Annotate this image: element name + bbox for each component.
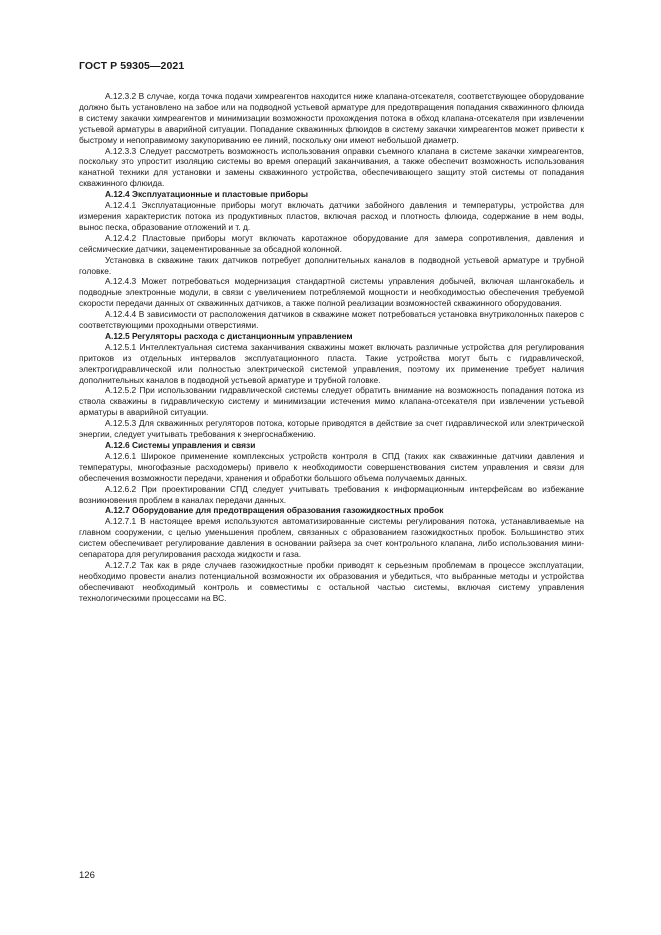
paragraph-a-12-6-2: А.12.6.2 При проектировании СПД следует учитывать требования к информационным интерфейсам во избежание возникновения проблем в каналах передачи данных. (79, 483, 584, 505)
section-heading-a-12-5: А.12.5 Регуляторы расхода с дистанционным управлением (105, 330, 353, 341)
paragraph-a-12-5-1: А.12.5.1 Интеллектуальная система заканчивания скважины может включать различные устройства для регулирования притоков из отдельных интервалов эксплуатационного пласта. Такие устройства могут быть с гидравлической, электрогидравлической или полностью электрической системой управления, поэтому их применение требует наличия дополнительных каналов в подводной устьевой арматуре и трубной головке. (79, 341, 584, 385)
section-heading-a-12-4: А.12.4 Эксплуатационные и пластовые приборы (105, 189, 309, 200)
paragraph-a-12-4-1: А.12.4.1 Эксплуатационные приборы могут включать датчики забойного давления и температуры, устройства для измерения характеристик потока из продуктивных пластов, включая расход и плотность флюида, содержание в нем воды, вынос песка, образование отложений и т. д. (79, 200, 584, 232)
document-code-header: ГОСТ Р 59305—2021 (79, 60, 185, 72)
section-heading-a-12-7: А.12.7 Оборудование для предотвращения образования газожидкостных пробок (105, 505, 444, 516)
paragraph-a-12-5-2: А.12.5.2 При использовании гидравлической системы следует обратить внимание на возможность попадания потока из ствола скважины в гидравлическую систему и минимизации истечения мимо клапана-отсекателя при извлечении устьевой арматуры в аварийной ситуации. (79, 385, 584, 418)
document-body (79, 91, 584, 604)
paragraph-a-12-3-3: А.12.3.3 Следует рассмотреть возможность использования оправки съемного клапана в системе закачки химреагентов, поскольку это упростит изоляцию системы во время операций заканчивания, а также обеспечит возможность использования канатной техники для установки и замены скважинного устройства, обеспечивающего защиту этой системы от попадания скважинного флюида. (79, 145, 584, 189)
paragraph-a-12-4-2: А.12.4.2 Пластовые приборы могут включать каротажное оборудование для замера сопротивления, давления и сейсмические датчики, зацементированные за обсадной колонной. (79, 232, 584, 254)
paragraph-a-12-5-3: А.12.5.3 Для скважинных регуляторов потока, которые приводятся в действие за счет гидравлической или электрической энергии, следует учитывать требования к энергоснабжению. (79, 418, 584, 440)
paragraph-a-12-6-1: А.12.6.1 Широкое применение комплексных устройств контроля в СПД (таких как скважинные датчики давления и температуры, многофазные расходомеры) привело к необходимости совершенствования систем управления и связи для обеспечения возможности передачи, хранения и обработки большого объема получаемых данных. (79, 450, 584, 483)
paragraph-a-12-3-2: А.12.3.2 В случае, когда точка подачи химреагентов находится ниже клапана-отсекателя, соответствующее оборудование должно быть установлено на забое или на подводной устьевой арматуре для предотвращения попадания скважинного флюида в систему закачки химреагентов и минимизации возможности прохождения потока в обход клапана-отсекателя при извлечении устьевой арматуры в аварийной ситуации. Попадание скважинных флюидов в систему закачки химреагентов может привести к быстрому и непоправимому закупориванию ее линий, поскольку они имеют небольшой диаметр. (79, 91, 584, 145)
page-number: 126 (79, 870, 95, 881)
paragraph-a-12-4-4: А.12.4.4 В зависимости от расположения датчиков в скважине может потребоваться установка внутриколонных пакеров с соответствующими проходными отверстиями. (79, 309, 584, 331)
paragraph-a-12-4-3: А.12.4.3 Может потребоваться модернизация стандартной системы управления добычей, включая шлангокабель и подводные электронные модули, в связи с увеличением потребляемой мощности и необходимостью обеспечения требуемой скорости передачи данных от скважинных датчиков, а также полной реализации возможностей скважинного оборудования. (79, 276, 584, 309)
paragraph-sensor-installation: Установка в скважине таких датчиков потребует дополнительных каналов в подводной устьевой арматуре и трубной головке. (79, 254, 584, 276)
section-heading-a-12-6: А.12.6 Системы управления и связи (105, 440, 256, 450)
paragraph-a-12-7-1: А.12.7.1 В настоящее время используются автоматизированные системы регулирования потока, устанавливаемые на главном сооружении, с целью уменьшения проблем, связанных с образованием газожидкостных пробок. Большинство этих систем обеспечивает регулирование давления в основании райзера за счет контрольного клапана, либо использования мини-сепаратора для регулирования расхода жидкости и газа. (79, 516, 584, 560)
paragraph-a-12-7-2: А.12.7.2 Так как в ряде случаев газожидкостные пробки приводят к серьезным проблемам в процессе эксплуатации, необходимо провести анализ потенциальной возможности их образования и убедиться, что выбранные методы и устройства обеспечивают необходимый контроль и совместимы с остальной частью системы, включая систему управления технологическими процессами на ВС. (79, 559, 584, 603)
